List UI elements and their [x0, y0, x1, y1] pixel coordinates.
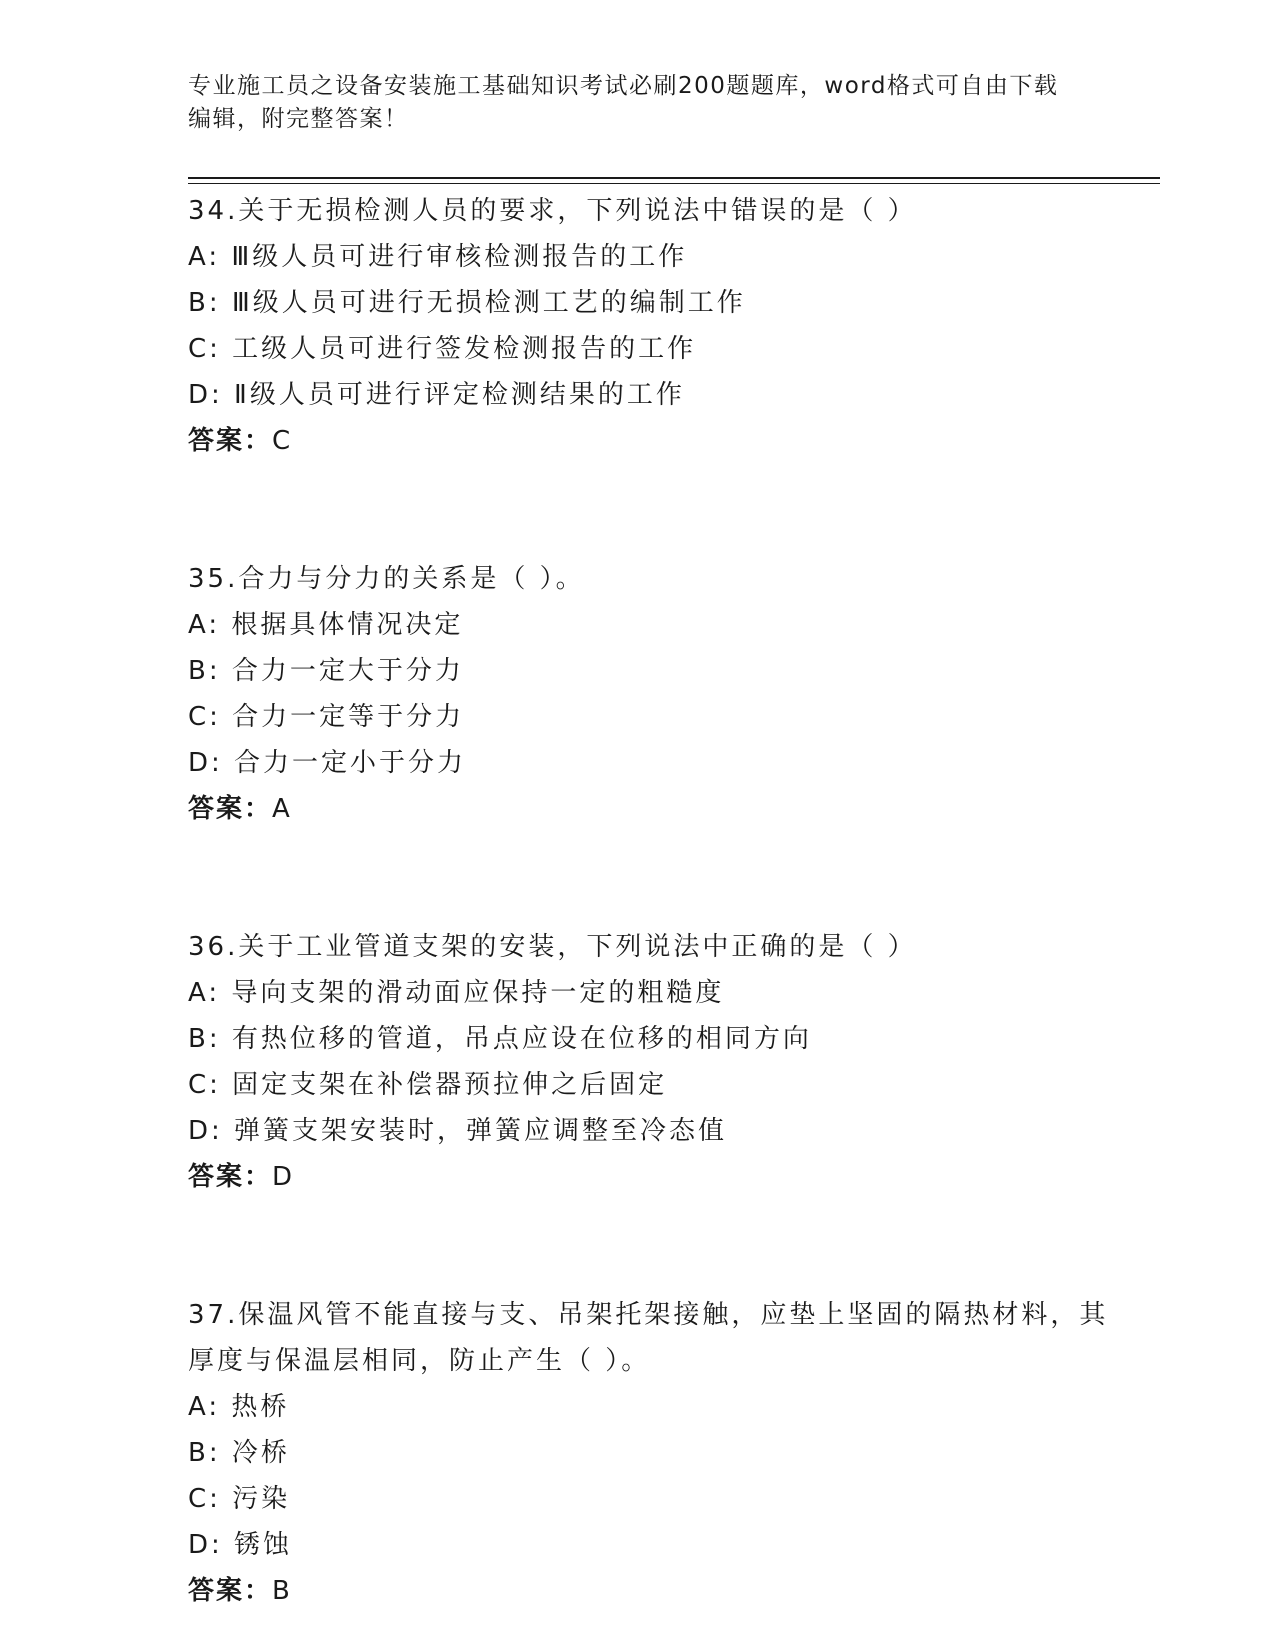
- answer-line: [188, 786, 1128, 832]
- option-c: C: 工级人员可进行签发检测报告的工作: [188, 334, 697, 364]
- question-stem: 34.关于无损检测人员的要求，下列说法中错误的是（ ）: [188, 196, 917, 226]
- option-c: C: 污染: [188, 1484, 291, 1514]
- option-a: A: Ⅲ级人员可进行审核检测报告的工作: [188, 242, 688, 272]
- question-35: [188, 556, 1128, 832]
- option-b: B: Ⅲ级人员可进行无损检测工艺的编制工作: [188, 288, 746, 318]
- answer-line: [188, 1568, 1128, 1614]
- question-list: [188, 188, 1128, 1614]
- answer-line: [188, 1154, 1128, 1200]
- header-divider-thick: [188, 177, 1160, 179]
- answer-line: [188, 418, 1128, 464]
- option-d: D: 锈蚀: [188, 1530, 293, 1560]
- answer-label: 答案：: [188, 794, 273, 824]
- answer-value: C: [272, 426, 292, 456]
- question-spacer: [188, 1200, 1128, 1292]
- option-b: B: 合力一定大于分力: [188, 656, 464, 686]
- question-stem: 36.关于工业管道支架的安装，下列说法中正确的是（ ）: [188, 932, 917, 962]
- option-d: D: Ⅱ级人员可进行评定检测结果的工作: [188, 380, 685, 410]
- option-b: B: 冷桥: [188, 1438, 290, 1468]
- option-a: A: 热桥: [188, 1392, 290, 1422]
- question-stem: 35.合力与分力的关系是（ ）。: [188, 564, 585, 594]
- document-header: 专业施工员之设备安装施工基础知识考试必刷200题题库，word格式可自由下载编辑，附完整答案！: [188, 73, 1059, 132]
- question-36: [188, 924, 1128, 1200]
- option-c: C: 合力一定等于分力: [188, 702, 465, 732]
- option-a: A: 根据具体情况决定: [188, 610, 464, 640]
- question-34: [188, 188, 1128, 464]
- option-a: A: 导向支架的滑动面应保持一定的粗糙度: [188, 978, 725, 1008]
- question-spacer: [188, 464, 1128, 556]
- question-spacer: [188, 832, 1128, 924]
- answer-label: 答案：: [188, 1162, 273, 1192]
- answer-label: 答案：: [188, 426, 273, 456]
- header-divider-thin: [188, 183, 1160, 184]
- option-b: B: 有热位移的管道，吊点应设在位移的相同方向: [188, 1024, 812, 1054]
- question-37: [188, 1292, 1128, 1614]
- question-stem: 37.保温风管不能直接与支、吊架托架接触，应垫上坚固的隔热材料，其厚度与保温层相同，防止产生（ ）。: [188, 1300, 1109, 1376]
- option-d: D: 弹簧支架安装时，弹簧应调整至冷态值: [188, 1116, 728, 1146]
- option-d: D: 合力一定小于分力: [188, 748, 467, 778]
- answer-value: B: [272, 1576, 291, 1606]
- answer-value: D: [272, 1162, 294, 1192]
- answer-label: 答案：: [188, 1576, 273, 1606]
- answer-value: A: [272, 794, 291, 824]
- option-c: C: 固定支架在补偿器预拉伸之后固定: [188, 1070, 668, 1100]
